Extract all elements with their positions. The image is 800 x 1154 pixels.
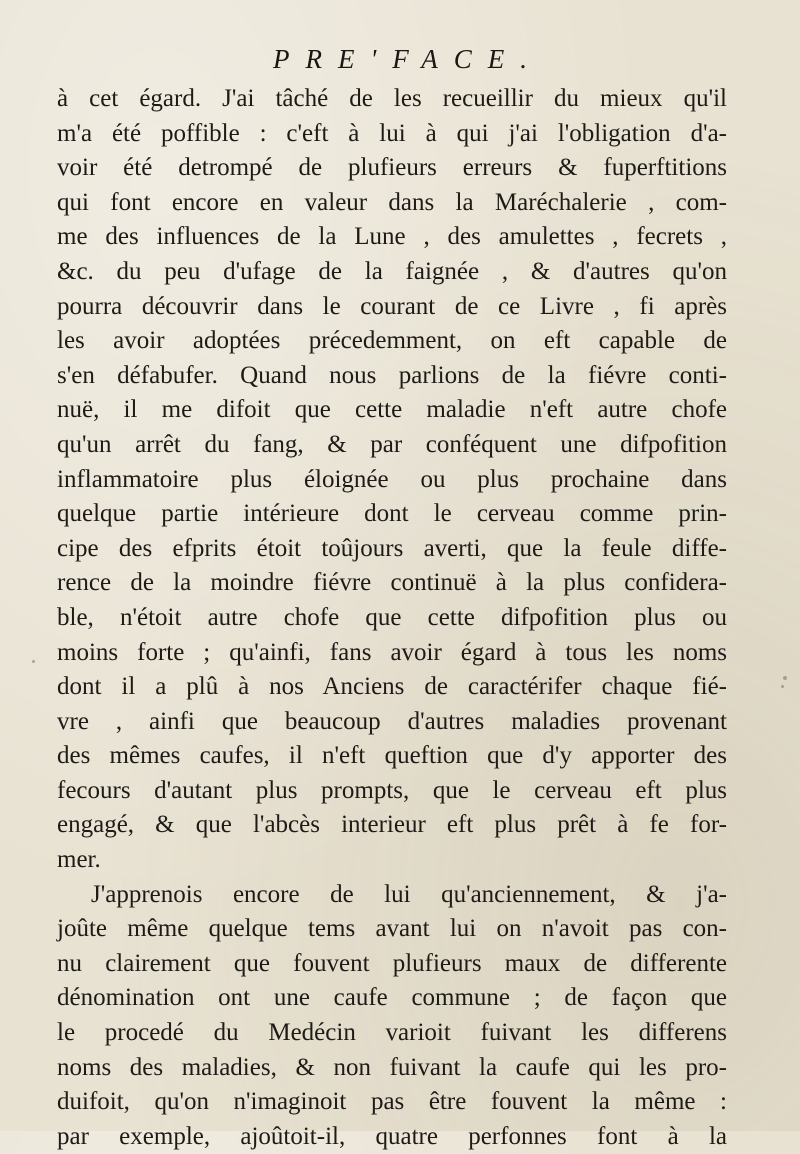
- body-text: [57, 82, 727, 1154]
- text-line: s'en défabufer. Quand nous parlions de la fiévre conti-: [57, 361, 727, 389]
- text-line: quelque partie intérieure dont le cerveau comme prin-: [57, 500, 727, 528]
- text-line: joûte même quelque tems avant lui on n'avoit pas con-: [57, 915, 727, 943]
- text-line: des mêmes caufes, il n'eft queftion que d'y apporter des: [57, 742, 727, 770]
- running-title: PRE'FACE.: [272, 44, 543, 74]
- text-line: vre , ainfi que beaucoup d'autres maladies provenant: [57, 707, 727, 735]
- text-line: voir été detrompé de plufieurs erreurs & fuperftitions: [57, 154, 727, 182]
- text-line: moins forte ; qu'ainfi, fans avoir égard à tous les noms: [57, 638, 727, 666]
- paragraph-1: [57, 82, 727, 878]
- paper-speck: [32, 660, 35, 663]
- text-line: duifoit, qu'on n'imaginoit pas être fouvent la même :: [57, 1088, 727, 1116]
- text-line: ble, n'étoit autre chofe que cette difpofition plus ou: [57, 603, 727, 631]
- text-line: nu clairement que fouvent plufieurs maux de differente: [57, 949, 727, 977]
- text-line: noms des maladies, & non fuivant la caufe qui les pro-: [57, 1053, 727, 1081]
- paper-speck: [781, 685, 784, 688]
- text-line: inflammatoire plus éloignée ou plus prochaine dans: [57, 465, 727, 493]
- text-line: m'a été poffible : c'eft à lui à qui j'ai l'obligation d'a-: [57, 119, 727, 147]
- text-line: cipe des efprits étoit toûjours averti, que la feule diffe-: [57, 534, 727, 562]
- text-line: pourra découvrir dans le courant de ce Livre , fi après: [57, 292, 727, 320]
- text-line: à cet égard. J'ai tâché de les recueillir du mieux qu'il: [57, 85, 727, 112]
- text-line: les avoir adoptées précedemment, on eft capable de: [57, 327, 727, 355]
- text-line: me des influences de la Lune , des amulettes , fecrets ,: [57, 223, 727, 251]
- paper-speck: [783, 676, 787, 680]
- text-line: fecours d'autant plus prompts, que le cerveau eft plus: [57, 776, 727, 804]
- text-line: J'apprenois encore de lui qu'anciennement, & j'a-: [91, 880, 727, 908]
- text-line: engagé, & que l'abcès interieur eft plus prêt à fe for-: [57, 811, 727, 839]
- text-line: qu'un arrêt du fang, & par conféquent une difpofition: [57, 430, 727, 458]
- text-line: par exemple, ajoûtoit-il, quatre perfonnes font à la: [57, 1122, 727, 1150]
- text-line: nuë, il me difoit que cette maladie n'eft autre chofe: [57, 396, 727, 424]
- text-line: mer.: [57, 846, 101, 874]
- text-line: rence de la moindre fiévre continuë à la plus confidera-: [57, 569, 727, 597]
- text-line: qui font encore en valeur dans la Maréchalerie , com-: [57, 188, 727, 216]
- text-line: dénomination ont une caufe commune ; de façon que: [57, 984, 727, 1012]
- text-line: &c. du peu d'ufage de la faignée , & d'autres qu'on: [57, 257, 727, 285]
- text-line: le procedé du Medécin varioit fuivant les differens: [57, 1019, 727, 1047]
- text-line: dont il a plû à nos Anciens de caractérifer chaque fié-: [57, 673, 727, 701]
- paragraph-2: [57, 878, 727, 1154]
